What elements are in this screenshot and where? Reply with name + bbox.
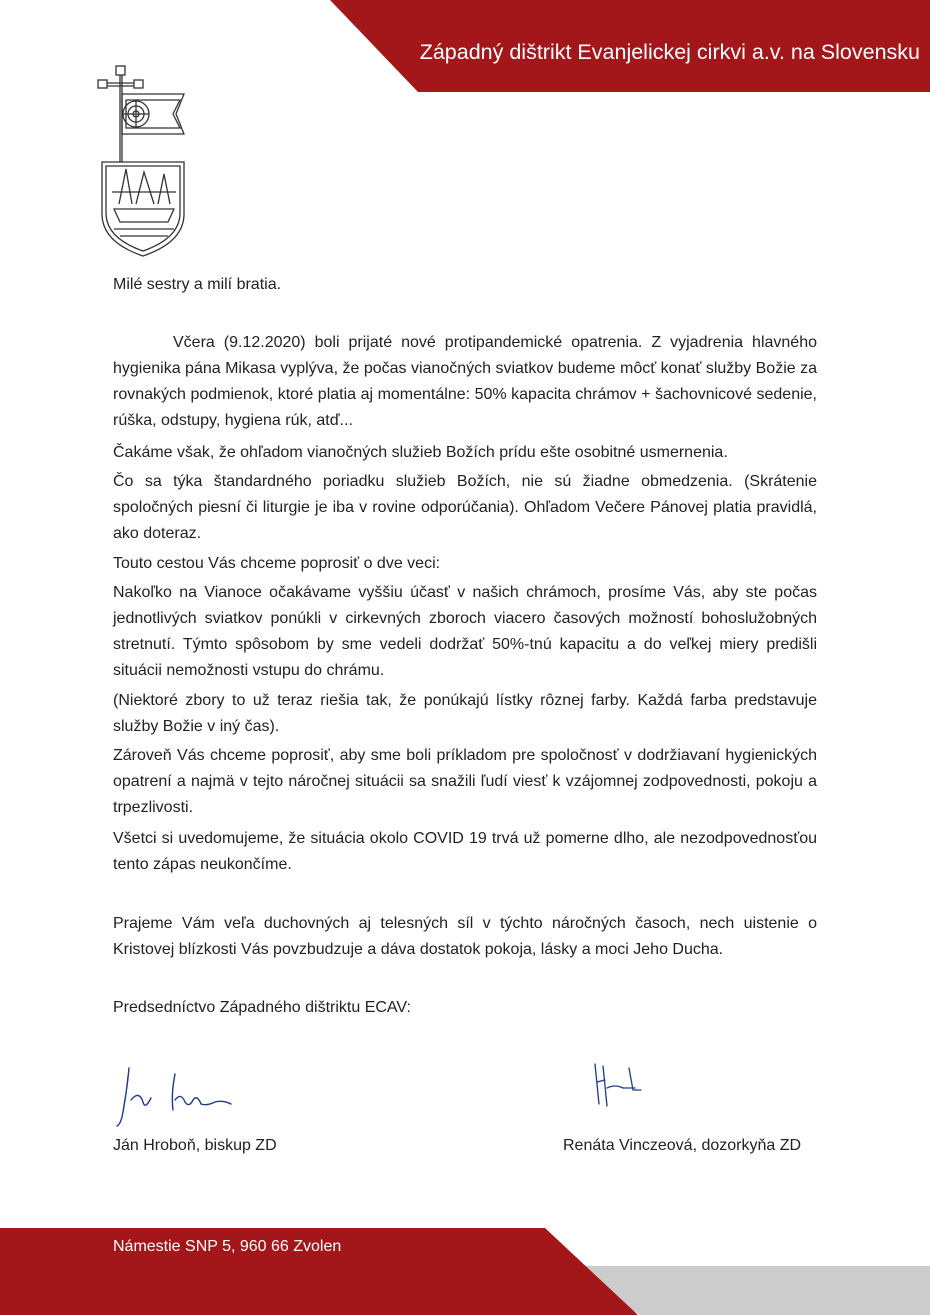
paragraph: Nakoľko na Vianoce očakávame vyššiu účasť v našich chrámoch, prosíme Vás, aby ste počas jednotlivých sviatkov ponúkli v cirkevných zboroch viacero časových možností bohoslužobných stretnutí. Týmto spôsobom by sme vedeli dodržať 50%-tnú kapacitu a do veľkej miery predišli situácii nemožnosti vstupu do chrámu. <box>113 584 817 679</box>
paragraph: Prajeme Vám veľa duchovných aj telesných síl v týchto náročných časoch, nech uistenie o Kristovej blízkosti Vás povzbudzuje a dáva dostatok pokoja, lásky a moci Jeho Ducha. <box>113 915 817 958</box>
paragraph: Všetci si uvedomujeme, že situácia okolo COVID 19 trvá už pomerne dlho, ale nezodpovednosťou tento zápas neukončíme. <box>113 830 817 873</box>
salutation: Milé sestry a milí bratia. <box>113 276 282 293</box>
paragraph: Čo sa týka štandardného poriadku služieb Božích, nie sú žiadne obmedzenia. (Skrátenie spoločných piesní či liturgie je iba v rovine odporúčania). Ohľadom Večere Pánovej platia pravidlá, ako doteraz. <box>113 473 817 542</box>
paragraph: Včera (9.12.2020) boli prijaté nové protipandemické opatrenia. Z vyjadrenia hlavného hygienika pána Mikasa vyplýva, že počas vianočných sviatkov budeme môcť konať služby Božie za rovnakých podmienok, ktoré platia aj momentálne: 50% kapacita chrámov + šachovnicové sedenie, rúška, odstupy, hygiena rúk, atď... <box>113 334 817 429</box>
paragraph: Touto cestou Vás chceme poprosiť o dve veci: <box>113 555 441 572</box>
closing-line: Predsedníctvo Západného dištriktu ECAV: <box>113 999 411 1016</box>
footer-address: Námestie SNP 5, 960 66 Zvolen <box>113 1238 342 1255</box>
paragraph: (Niektoré zbory to už teraz riešia tak, že ponúkajú lístky rôznej farby. Každá farba predstavuje služby Božie v iný čas). <box>113 692 817 735</box>
signature-left <box>115 1060 240 1130</box>
signatory-right: Renáta Vinczeová, dozorkyňa ZD <box>563 1137 802 1154</box>
church-crest-icon <box>64 44 222 276</box>
paragraph: Čakáme však, že ohľadom vianočných služieb Božích prídu ešte osobitné usmernenia. <box>113 444 728 461</box>
paragraph: Zároveň Vás chceme poprosiť, aby sme boli príkladom pre spoločnosť v dodržiavaní hygienických opatrení a najmä v tejto náročnej situácii sa snažili ľudí viesť k vzájomnej zodpovednosti, pokoju a trpezlivosti. <box>113 747 817 816</box>
signature-right <box>585 1058 665 1113</box>
header-title: Západný dištrikt Evanjelickej cirkvi a.v. na Slovensku <box>419 40 920 64</box>
signatory-left: Ján Hroboň, biskup ZD <box>113 1137 277 1154</box>
